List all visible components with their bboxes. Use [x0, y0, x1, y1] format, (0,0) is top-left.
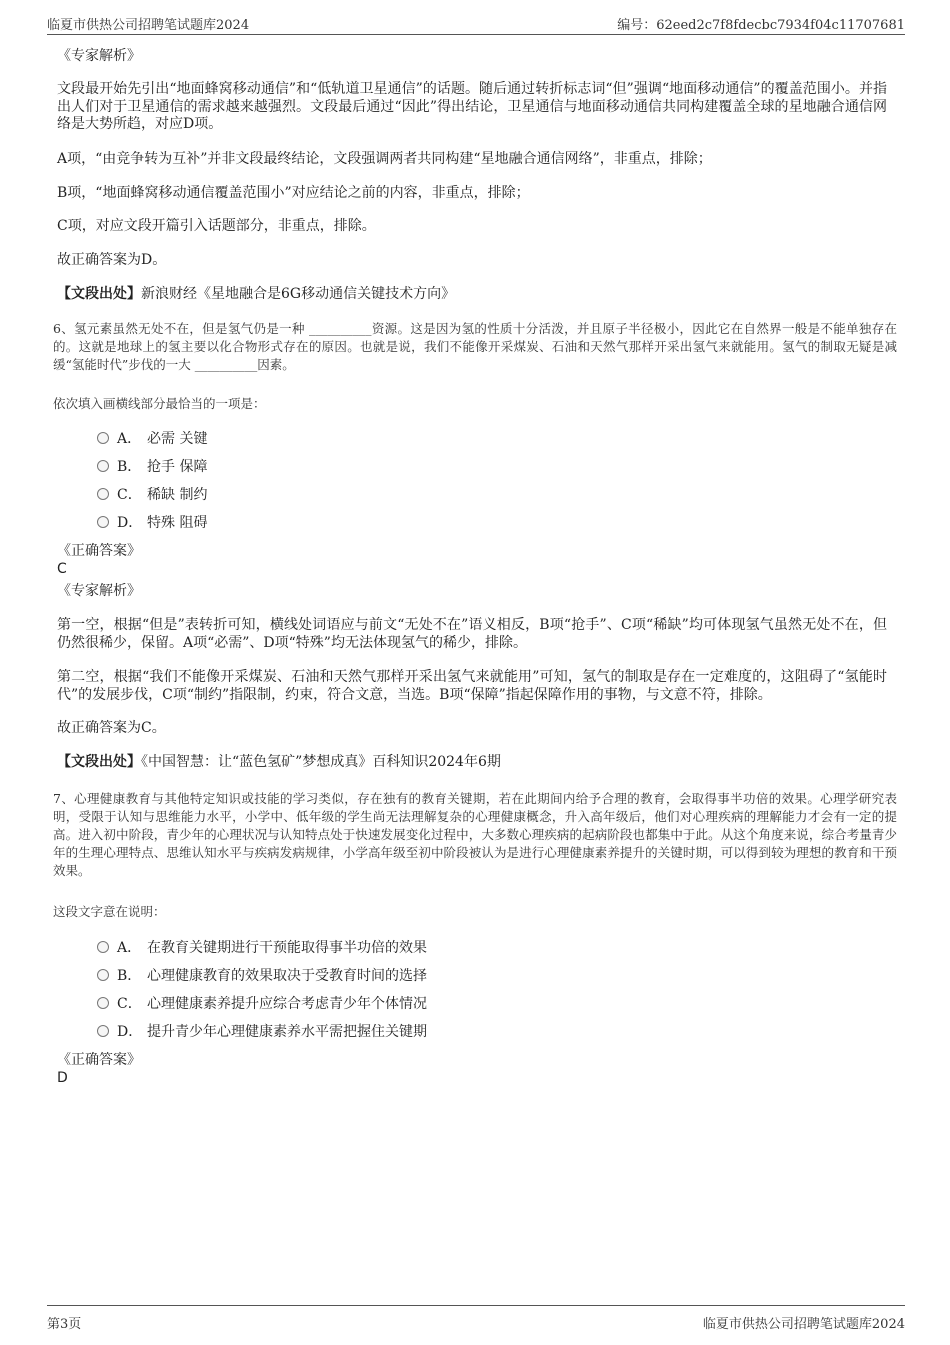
radio-icon[interactable]	[97, 1025, 109, 1037]
page-number: 第3页	[47, 1317, 82, 1332]
radio-icon[interactable]	[97, 488, 109, 500]
option-letter: A．	[117, 940, 142, 956]
q6-answer: C	[57, 561, 67, 577]
option-text: 心理健康素养提升应综合考虑青少年个体情况	[147, 996, 427, 1012]
q6-option-c[interactable]	[97, 485, 207, 505]
q7-stem: 7、心理健康教育与其他特定知识或技能的学习类似，存在独有的教育关键期，若在此期间内给予合理的教育，会取得事半功倍的效果。心理学研究表明，受限于认知与思维能力水平，小学中、低年级的学生尚无法理解复杂的心理健康概念，升入高年级后，他们对心理疾病的理解能力才会有一定的提高。进入初中阶段，青少年的心理状况与认知特点处于快速发展变化过程中，大多数心理疾病的起病阶段也都集中于此。从这个角度来说，综合考量青少年的生理心理特点、思维认知水平与疾病发病规律，小学高年级至初中阶段被认为是进行心理健康素养提升的关键时期，可以得到较为理想的教育和干预效果。	[53, 791, 897, 878]
q6-answer-heading: 《正确答案》	[57, 543, 141, 559]
option-text: 必需 关键	[147, 431, 208, 447]
q6-option-b[interactable]	[97, 457, 207, 477]
q7-answer-heading: 《正确答案》	[57, 1052, 141, 1068]
q7-option-b[interactable]	[97, 966, 427, 986]
q7-option-c[interactable]	[97, 994, 427, 1014]
radio-icon[interactable]	[97, 969, 109, 981]
q5-source-text: 新浪财经《星地融合是6G移动通信关键技术方向》	[141, 286, 456, 302]
q5-analysis-heading: 《专家解析》	[57, 48, 141, 64]
q6-option-d[interactable]	[97, 513, 207, 533]
page-header	[47, 10, 905, 35]
q7-option-d[interactable]	[97, 1022, 427, 1042]
q6-source	[57, 754, 887, 772]
radio-icon[interactable]	[97, 941, 109, 953]
q6-analysis-paragraph-2: 第二空，根据“我们不能像开采煤炭、石油和天然气那样开采出氢气来就能用”可知，氢气的制取是存在一定难度的，这阻碍了“氢能时代”的发展步伐，C项“制约”指限制，约束，符合文意，当选。B项“保障”指起保障作用的事物，与文意不符，排除。	[57, 669, 887, 703]
option-letter: D．	[117, 515, 143, 531]
option-text: 稀缺 制约	[147, 487, 208, 503]
option-letter: B．	[117, 968, 142, 984]
q6-source-text: 《中国智慧：让“蓝色氢矿”梦想成真》百科知识2024年6期	[141, 754, 501, 770]
footer-title: 临夏市供热公司招聘笔试题库2024	[702, 1317, 905, 1332]
option-letter: D．	[117, 1024, 143, 1040]
radio-icon[interactable]	[97, 432, 109, 444]
option-text: 提升青少年心理健康素养水平需把握住关键期	[147, 1024, 427, 1040]
q7-prompt: 这段文字意在说明：	[53, 904, 166, 919]
q5-analysis-option-b: B项，“地面蜂窝移动通信覆盖范围小”对应结论之前的内容，非重点，排除；	[57, 185, 530, 201]
option-letter: C．	[117, 487, 142, 503]
q6-conclusion: 故正确答案为C。	[57, 720, 166, 736]
q6-analysis-heading: 《专家解析》	[57, 583, 141, 599]
page-footer	[47, 1305, 905, 1332]
option-text: 特殊 阻碍	[147, 515, 208, 531]
q5-source-label: 【文段出处】	[57, 286, 141, 302]
q5-source	[57, 286, 887, 304]
option-text: 抢手 保障	[147, 459, 208, 475]
option-letter: C．	[117, 996, 142, 1012]
option-letter: A．	[117, 431, 142, 447]
q7-answer: D	[57, 1070, 68, 1086]
option-text: 在教育关键期进行干预能取得事半功倍的效果	[147, 940, 427, 956]
q5-analysis-paragraph: 文段最开始先引出“地面蜂窝移动通信”和“低轨道卫星通信”的话题。随后通过转折标志词“但”强调“地面移动通信”的覆盖范围小。并指出人们对于卫星通信的需求越来越强烈。文段最后通过“因此”得出结论，卫星通信与地面移动通信共同构建覆盖全球的星地融合通信网络是大势所趋，对应D项。	[57, 81, 887, 132]
header-title: 临夏市供热公司招聘笔试题库2024	[47, 18, 250, 33]
radio-icon[interactable]	[97, 460, 109, 472]
q5-analysis-option-a: A项，“由竞争转为互补”并非文段最终结论，文段强调两者共同构建“星地融合通信网络”，非重点，排除；	[57, 151, 712, 167]
radio-icon[interactable]	[97, 516, 109, 528]
q5-conclusion: 故正确答案为D。	[57, 252, 167, 268]
q7-option-a[interactable]	[97, 938, 427, 958]
q6-option-a[interactable]	[97, 429, 207, 449]
q5-analysis-option-c: C项，对应文段开篇引入话题部分，非重点，排除。	[57, 218, 376, 234]
header-doc-code: 编号：62eed2c7f8fdecbc7934f04c11707681	[617, 18, 905, 33]
option-text: 心理健康教育的效果取决于受教育时间的选择	[147, 968, 427, 984]
q6-analysis-paragraph-1: 第一空，根据“但是”表转折可知，横线处词语应与前文“无处不在”语义相反，B项“抢手”、C项“稀缺”均可体现氢气虽然无处不在，但仍然很稀少，保留。A项“必需”、D项“特殊”均无法体现氢气的稀少，排除。	[57, 617, 887, 651]
radio-icon[interactable]	[97, 997, 109, 1009]
q6-stem: 6、氢元素虽然无处不在，但是氢气仍是一种 __________资源。这是因为氢的性质十分活泼，并且原子半径极小，因此它在自然界一般是不能单独存在的。这就是地球上的氢主要以化合物形式存在的原因。也就是说，我们不能像开采煤炭、石油和天然气那样开采出氢气来就能用。氢气的制取无疑是减缓“氢能时代”步伐的一大 __________因素。	[53, 321, 897, 372]
option-letter: B．	[117, 459, 142, 475]
q6-prompt: 依次填入画横线部分最恰当的一项是：	[53, 396, 266, 411]
q6-source-label: 【文段出处】	[57, 754, 141, 770]
